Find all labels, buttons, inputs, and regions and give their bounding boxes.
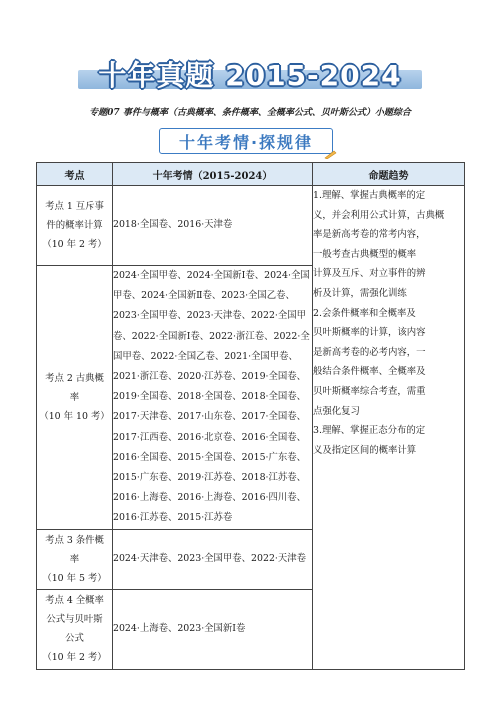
- section-title: 十年考情·探规律: [178, 132, 314, 152]
- header-topic: 考点: [37, 163, 113, 186]
- years-cell: 2024·天津卷、2023·全国甲卷、2022·天津卷: [113, 529, 313, 589]
- years-cell: 2018·全国卷、2016·天津卷: [113, 186, 313, 266]
- header-trend: 命题趋势: [313, 163, 465, 186]
- pencil-icon: [324, 149, 338, 159]
- banner: [0, 50, 500, 98]
- topic-cell: 考点 3 条件概 率 （10 年 5 考）: [37, 529, 113, 589]
- trend-cell: 1.理解、掌握古典概率的定 义，并会利用公式计算，古典概 率是新高考卷的常考内容， 一般考查古典概型的概率 计算及互斥、对立事件的辨 析及计算，需强化训练 2.会条件概率和全概率及 贝叶斯概率的计算，该内容 是新高考卷的必考内容，一 般结合条件概率、全概率及 贝叶斯概率综合考查，需重 点强化复习 3.理解、掌握正态分布的定 义及指定区间的概率计算: [313, 186, 465, 670]
- topic-cell: 考点 1 互斥事 件的概率计算 （10 年 2 考）: [37, 186, 113, 266]
- table-header-row: [37, 163, 465, 186]
- banner-title: 十年真题 2015-2024: [98, 59, 402, 92]
- section-badge: [159, 128, 333, 154]
- years-cell: 2024·全国甲卷、2024·全国新Ⅰ卷、2024·全国 甲卷、2024·全国新Ⅱ卷、2023·全国乙卷、 2023·全国甲卷、2023·天津卷、2022·全国甲 卷、2022·全国新Ⅰ卷、2022·浙江卷、2022·全 国甲卷、2022·全国乙卷、2021·全国甲卷、 2021·浙江卷、2020·江苏卷、2019·全国卷、 2019·全国卷、2018·全国卷、2018·全国卷、 2017·天津卷、2017·山东卷、2017·全国卷、 2017·江西卷、2016·北京卷、2016·全国卷、 2016·全国卷、2015·全国卷、2015·广东卷、 2015·广东卷、2019·江苏卷、2018·江苏卷、 2016·上海卷、2016·上海卷、2016·四川卷、 2016·江苏卷、2015·江苏卷: [113, 266, 313, 530]
- header-years: 十年考情（2015-2024）: [113, 163, 313, 186]
- topic-cell: 考点 2 古典概 率 （10 年 10 考）: [37, 266, 113, 530]
- table-row: [37, 186, 465, 266]
- topic-cell: 考点 4 全概率 公式与贝叶斯 公式 （10 年 2 考）: [37, 589, 113, 669]
- topic-subtitle: 专题07 事件与概率（古典概率、条件概率、全概率公式、贝叶斯公式）小题综合: [89, 108, 411, 118]
- years-cell: 2024·上海卷、2023·全国新Ⅰ卷: [113, 589, 313, 669]
- exam-table: [36, 162, 465, 670]
